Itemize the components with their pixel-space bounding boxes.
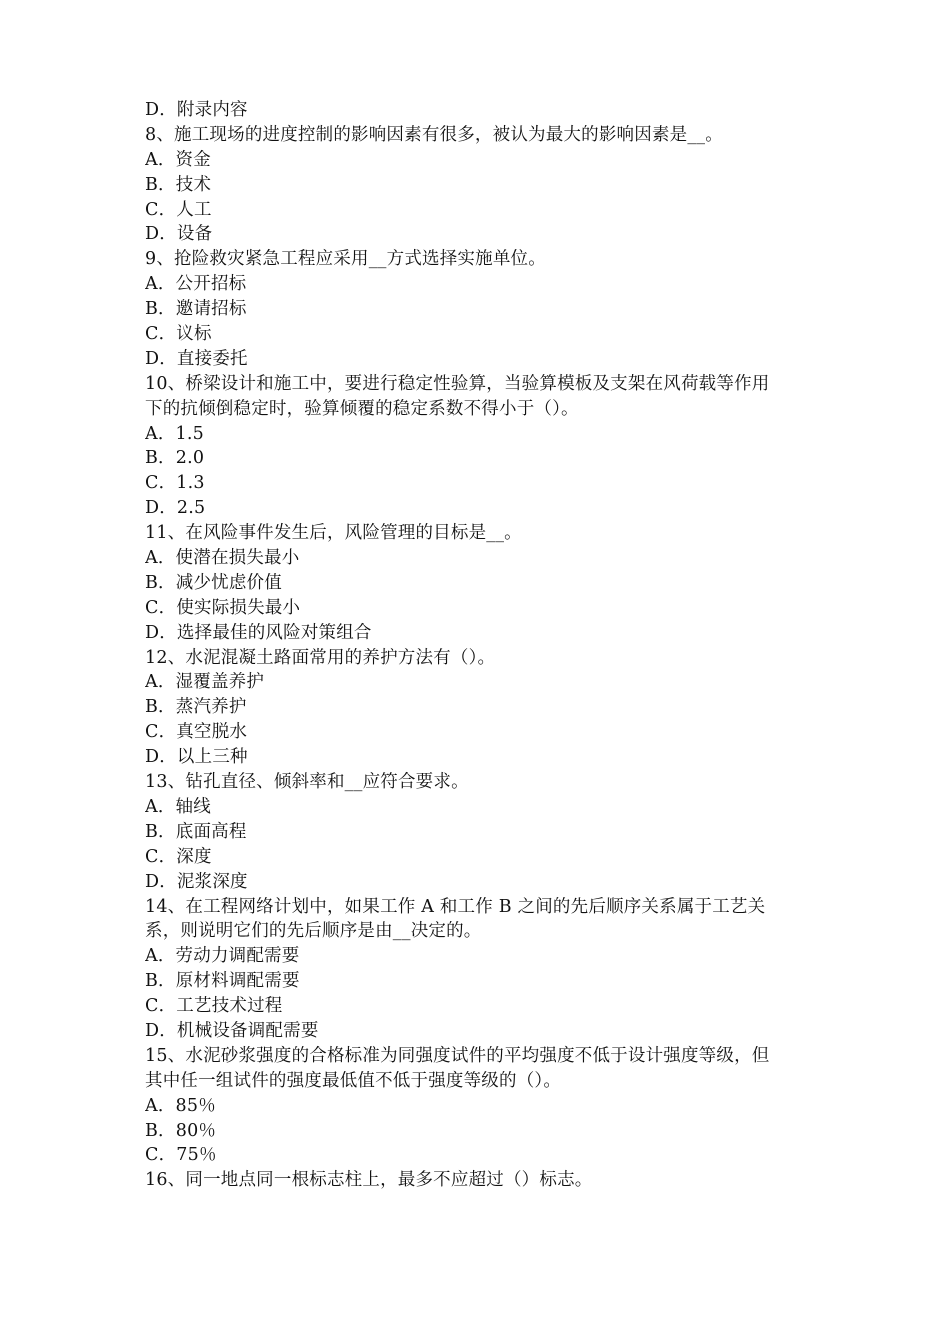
text-line: B．80％ (145, 1120, 217, 1141)
text-line: A．公开招标 (145, 274, 247, 295)
text-line: 13、钻孔直径、倾斜率和__应符合要求。 (145, 772, 469, 793)
text-line: C．工艺技术过程 (145, 996, 283, 1017)
text-line: A．85％ (145, 1095, 216, 1116)
text-line: 10、桥梁设计和施工中，要进行稳定性验算，当验算模板及支架在风荷载等作用 (145, 373, 770, 394)
text-line: D．设备 (145, 224, 213, 245)
text-line: 系，则说明它们的先后顺序是由__决定的。 (145, 921, 482, 942)
text-line: C．深度 (145, 846, 212, 867)
text-line: B．技术 (145, 174, 212, 195)
text-line: A．湿覆盖养护 (145, 672, 265, 693)
text-line: A．1.5 (145, 423, 204, 444)
text-line: D．直接委托 (145, 348, 248, 369)
text-line: C．真空脱水 (145, 722, 248, 743)
text-line: 15、水泥砂浆强度的合格标准为同强度试件的平均强度不低于设计强度等级，但 (145, 1045, 770, 1066)
text-line: 11、在风险事件发生后，风险管理的目标是__。 (145, 523, 522, 544)
text-line: A．资金 (145, 149, 211, 170)
text-line: D．选择最佳的风险对策组合 (145, 622, 372, 643)
text-line: B．2.0 (145, 448, 205, 469)
text-line: 其中任一组试件的强度最低值不低于强度等级的（）。 (145, 1070, 562, 1091)
text-line: C．议标 (145, 324, 212, 345)
text-line: 下的抗倾倒稳定时，验算倾覆的稳定系数不得小于（）。 (145, 398, 579, 419)
text-line: C．1.3 (145, 473, 205, 494)
document-page (145, 98, 815, 1193)
text-line: B．减少忧虑价值 (145, 572, 282, 593)
text-line: D．以上三种 (145, 747, 248, 768)
text-line: 12、水泥混凝土路面常用的养护方法有（）。 (145, 647, 496, 668)
text-line: D．泥浆深度 (145, 871, 248, 892)
text-line: C．人工 (145, 199, 212, 220)
text-line: 14、在工程网络计划中，如果工作 A 和工作 B 之间的先后顺序关系属于工艺关 (145, 896, 766, 917)
text-line: D．机械设备调配需要 (145, 1020, 319, 1041)
text-line: B．底面高程 (145, 821, 247, 842)
text-line: 8、施工现场的进度控制的影响因素有很多，被认为最大的影响因素是__。 (145, 124, 723, 145)
text-line: B．原材料调配需要 (145, 971, 300, 992)
text-line: A．轴线 (145, 796, 211, 817)
text-line: D．附录内容 (145, 100, 248, 120)
text-line: A．使潜在损失最小 (145, 548, 300, 569)
text-line: C．使实际损失最小 (145, 597, 301, 618)
text-line: D．2.5 (145, 498, 206, 519)
text-line: A．劳动力调配需要 (145, 946, 300, 967)
text-line: 9、抢险救灾紧急工程应采用__方式选择实施单位。 (145, 249, 546, 270)
text-line: C．75％ (145, 1145, 217, 1166)
text-line: B．蒸汽养护 (145, 697, 247, 718)
text-line: B．邀请招标 (145, 299, 247, 320)
text-line: 16、同一地点同一根标志柱上，最多不应超过（）标志。 (145, 1170, 593, 1191)
